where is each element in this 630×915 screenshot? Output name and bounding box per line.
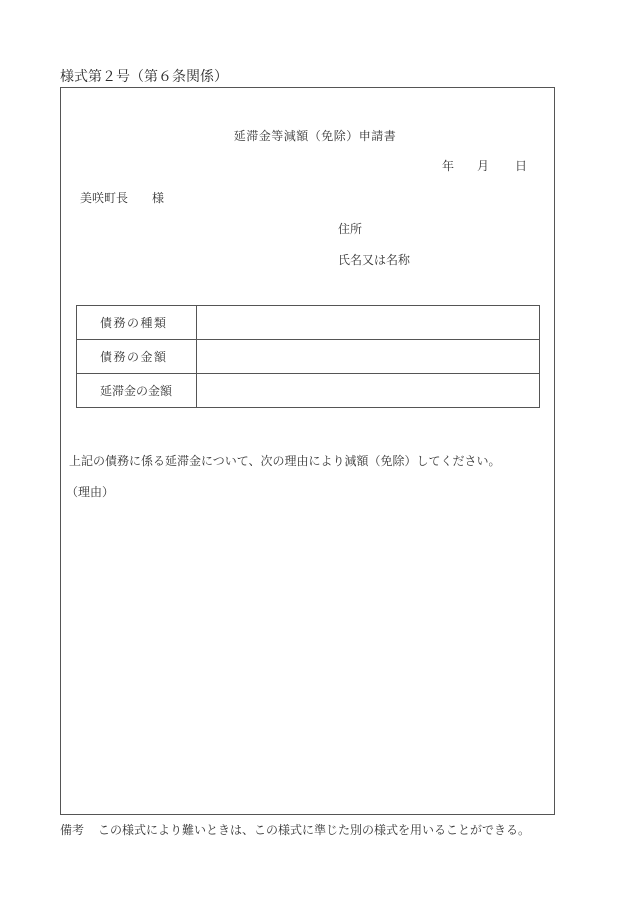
late-fee-amount-label: 延滞金の金額 — [77, 374, 197, 408]
debt-amount-field[interactable] — [197, 340, 540, 374]
request-statement: 上記の債務に係る延滞金について、次の理由により減額（免除）してください。 — [69, 454, 501, 468]
document-title: 延滞金等減額（免除）申請書 — [233, 129, 397, 143]
date-year-label: 年 — [442, 159, 455, 173]
date-day-label: 日 — [515, 159, 528, 173]
debt-info-table — [76, 305, 540, 408]
form-number: 様式第２号（第６条関係） — [60, 69, 228, 85]
addressee — [80, 189, 164, 206]
debt-type-field[interactable] — [197, 306, 540, 340]
remarks-text: この様式により難いときは、この様式に準じた別の様式を用いることができる。 — [98, 823, 531, 837]
date-field[interactable] — [442, 157, 527, 174]
late-fee-amount-field[interactable] — [197, 374, 540, 408]
reason-label: （理由） — [66, 485, 115, 499]
date-month-label: 月 — [477, 159, 490, 173]
applicant-name-label: 氏名又は名称 — [338, 253, 411, 267]
applicant-address-label: 住所 — [338, 222, 363, 236]
table-row — [77, 374, 540, 408]
addressee-honorific: 様 — [152, 191, 165, 205]
debt-amount-label: 債務の金額 — [77, 340, 197, 374]
table-row — [77, 306, 540, 340]
remarks-note — [60, 821, 530, 838]
addressee-name: 美咲町長 — [80, 191, 129, 205]
remarks-heading: 備考 — [60, 823, 85, 837]
table-row — [77, 340, 540, 374]
debt-type-label: 債務の種類 — [77, 306, 197, 340]
